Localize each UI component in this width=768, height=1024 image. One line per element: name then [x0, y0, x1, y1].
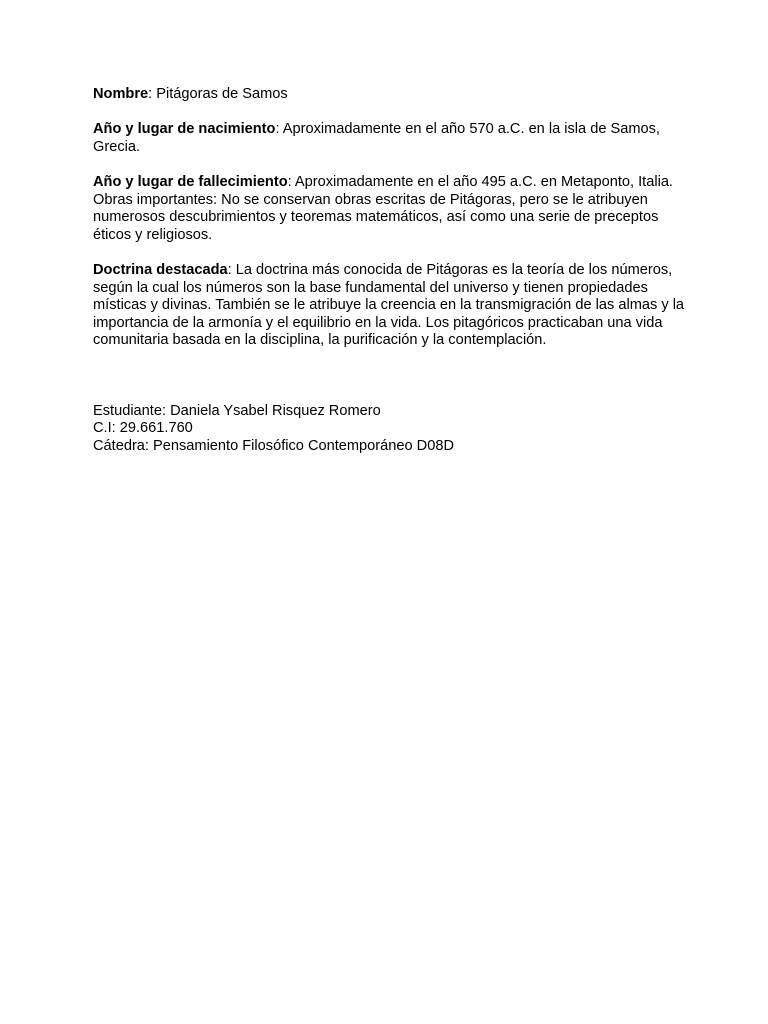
catedra-line: Cátedra: Pensamiento Filosófico Contemporáneo D08D	[93, 437, 454, 454]
ci-line: C.I: 29.661.760	[93, 420, 193, 437]
document-page	[93, 86, 693, 455]
spacer	[93, 244, 693, 262]
nombre-label: Nombre	[93, 86, 149, 102]
fallecimiento-line	[93, 174, 693, 192]
spacer	[93, 350, 693, 403]
spacer	[93, 156, 693, 174]
doctrina-paragraph	[93, 262, 693, 350]
doctrina-value: : La doctrina más conocida de Pitágoras es la teoría de los números, según la cual los números son la base fundamental del universo y tienen propiedades místicas y divinas. También se le atribuye la creencia en la transmigración de las almas y la importancia de la armonía y el equilibrio en la vida. Los pitagóricos practicaban una vida comunitaria basada en la disciplina, la purificación y la contemplación.	[93, 261, 685, 349]
fallecimiento-value: : Aproximadamente en el año 495 a.C. en Metaponto, Italia.	[287, 173, 673, 190]
spacer	[93, 104, 693, 122]
nombre-value: : Pitágoras de Samos	[148, 86, 288, 102]
nacimiento-paragraph	[93, 121, 693, 156]
nacimiento-label: Año y lugar de nacimiento	[93, 121, 276, 138]
doctrina-label: Doctrina destacada	[93, 261, 228, 278]
obras-paragraph: Obras importantes: No se conservan obras escritas de Pitágoras, pero se le atribuyen numerosos descubrimientos y teoremas matemáticos, así como una serie de preceptos éticos y religiosos.	[93, 191, 659, 243]
estudiante-line: Estudiante: Daniela Ysabel Risquez Romero	[93, 402, 381, 419]
fallecimiento-label: Año y lugar de fallecimiento	[93, 173, 288, 190]
nombre-line	[93, 86, 693, 104]
nacimiento-value: : Aproximadamente en el año 570 a.C. en la isla de Samos, Grecia.	[93, 121, 660, 155]
